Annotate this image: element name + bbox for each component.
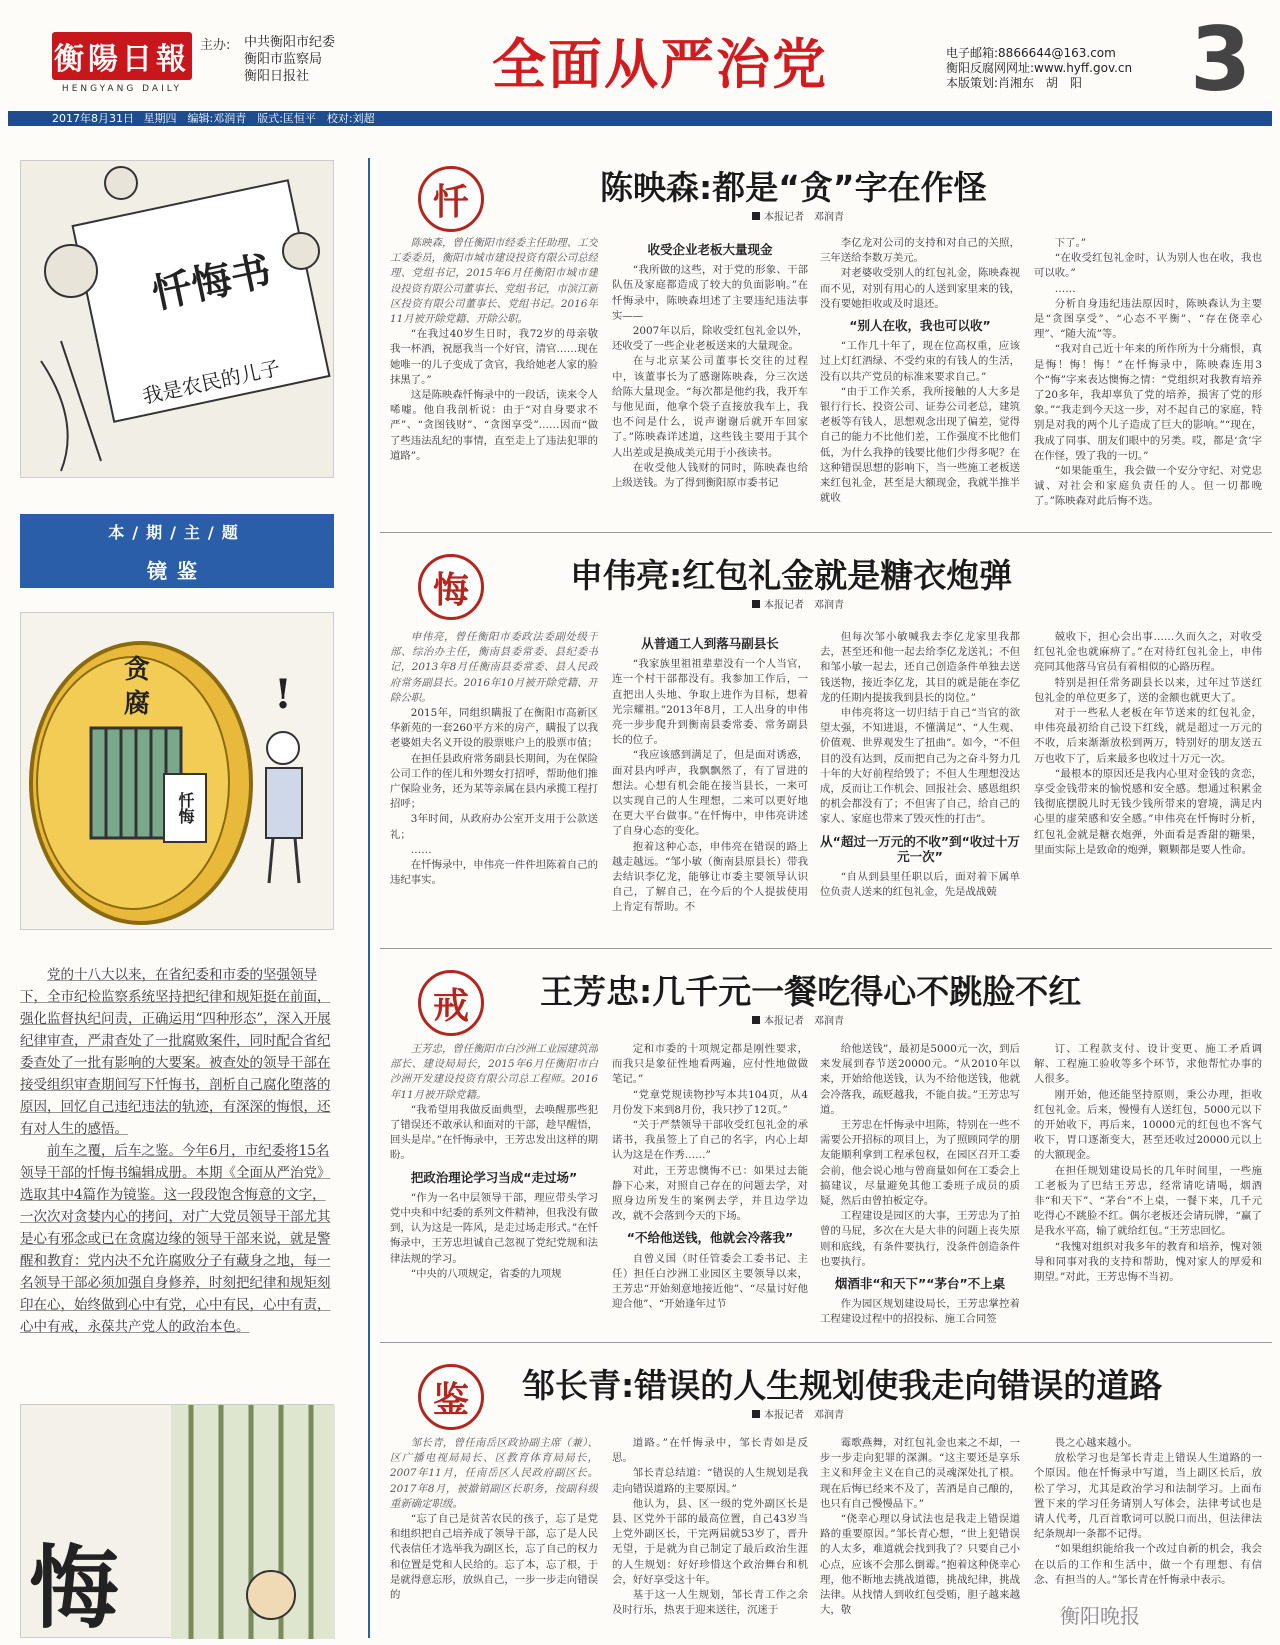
article-paragraph: 对于一些私人老板在年节送来的红包礼金，申伟亮最初给自己设下红线，就是超过一万元的不收，后来渐渐放松到两万，特别好的朋友送五万也收下了，后来最多也收过十万元一次。 xyxy=(1034,707,1262,765)
article-bio: 王芳忠，曾任衡阳市白沙洲工业园建筑部部长、建设局局长，2015年6月任衡阳市白沙洲开发建设投资有限公司总工程师。2016年11月被开除党籍。 xyxy=(390,1043,598,1101)
article-separator xyxy=(380,948,1272,949)
article-paragraph: “我希望用我做反面典型，去唤醒那些犯了错误还不敢承认和面对的干部，趁早醒悟，回头是岸。”在忏悔录中，王芳忠发出这样的期盼。 xyxy=(390,1103,598,1162)
article-paragraph: 在担任县政府常务副县长期间，为在保险公司工作的侄儿和外甥女打招呼，帮助他们推广保险业务，还为某等亲属在县内承揽工程打招呼； xyxy=(390,752,598,811)
article-paragraph: 道路。”在忏悔录中，邹长青如是反思。 xyxy=(612,1437,808,1465)
article-bio: 申伟亮，曾任衡阳市委政法委副处级干部、综治办主任，衡南县委常委、县纪委书记，2013年8月任衡南县委常委、县人民政府常务副县长。2016年10月被开除党籍、开除公职。 xyxy=(390,631,598,704)
article-separator xyxy=(380,1342,1272,1343)
sponsor-item: 中共衡阳市纪委 xyxy=(244,35,336,50)
page-number: 3 xyxy=(1190,8,1252,111)
article-paragraph: 刚开始，他还能坚持原则，秉公办理，拒收红包礼金。后来，慢慢有人送红包，5000元以下的开始收下，再后来，10000元的红包也不客气收下，胃口逐渐变大，甚至还收过20000元以上的大额现金。 xyxy=(1034,1088,1262,1162)
article-paragraph: 霉歌燕舞，对红包礼金也来之不却，一步一步走向犯罪的深渊。“这主要还是享乐主义和拜金主义在自己的灵魂深处扎了根。现在后悔已经来不及了，苦酒是自己酿的，也只有自己慢慢品下。” xyxy=(820,1437,1020,1510)
article-paragraph: 工程建设是园区的大事，王芳忠为了拍曾的马屁，多次在大是大非的问题上丧失原则和底线，有条件要执行，没条件创造条件也要执行。 xyxy=(820,1210,1020,1268)
article-paragraph: “党章党规读物抄写本共104页，从4月份发下来到8月份，我只抄了12页。” xyxy=(612,1088,808,1116)
byline-square-icon xyxy=(752,1016,760,1024)
article-paragraph: 订、工程款支付、设计变更、施工矛盾调解、工程施工验收等多个环节，求他帮忙办事的人很多。 xyxy=(1034,1043,1262,1086)
article-column xyxy=(390,1042,598,1338)
article-column xyxy=(612,1042,808,1338)
cartoon-confession-illustration xyxy=(21,161,335,479)
article-paragraph: 定和市委的十项规定都是刚性要求，而我只是象征性地看两遍，应付性地做做笔记。” xyxy=(612,1043,808,1086)
article-paragraph: 作为园区规划建设局长，王芳忠掌控着工程建设过程中的招投标、施工合同签 xyxy=(820,1298,1020,1326)
article-paragraph: “最根本的原因还是我内心里对金钱的贪恋，享受金钱带来的愉悦感和安全感。想通过积累金钱彻底摆脱儿时无钱少钱所带来的窘境，满足内心里的虚荣感和安全感。”申伟亮在忏悔时分析，红包礼金就是糖衣炮弹，外面看是香甜的糖果，里面实际上是致命的炮弹，颗颗都是要人性命。 xyxy=(1034,767,1262,856)
article-byline xyxy=(752,1012,844,1027)
article-paragraph: 3年时间，从政府办公室开支用于公款送礼； xyxy=(390,813,598,841)
article-column xyxy=(1034,630,1262,928)
article-seal-icon: 戒 xyxy=(418,970,484,1036)
article-paragraph: “关于严禁领导干部收受红包礼金的承诺书，我虽签上了自己的名字，内心上却认为这是在作秀……” xyxy=(612,1119,808,1162)
column-divider xyxy=(368,158,370,1638)
sponsor-list xyxy=(244,34,335,85)
article-column xyxy=(820,1436,1020,1634)
article-paragraph: 李亿龙对公司的支持和对自己的关照，三年送给李数万美元。 xyxy=(820,237,1020,265)
byline-text: 本报记者 邓润青 xyxy=(764,1410,844,1421)
article-column xyxy=(612,1436,808,1634)
article-paragraph: …… xyxy=(410,843,432,856)
article-byline xyxy=(752,596,844,611)
article-paragraph: 2007年以后，除收受红包礼金以外，还收受了一些企业老板送来的大量现金。 xyxy=(612,325,808,353)
article-paragraph: 分析自身违纪违法原因时，陈映森认为主要是“贪图享受”、“心态不平衡”、“存在侥幸心理”、“随大流”等。 xyxy=(1034,297,1262,341)
article-paragraph: 放松学习也是邹长青走上错误人生道路的一个原因。他在忏悔录中写道，当上副区长后，放松了学习，尤其是政治学习和法制学习。上面布置下来的学习任务请别人写体会，法律考试也是请人代考，几百首歌词可以脱口而出，但法律法纪条规却一条都不记得。 xyxy=(1034,1452,1262,1541)
byline-square-icon xyxy=(752,212,760,220)
article-paragraph: 抱着这种心态，申伟亮在错误的路上越走越远。“邹小敏（衡南县原县长）带我去结识李亿龙，能够让市委主要领导认识自己，了解自己，在今后的个人提拔使用上肯定有帮助。不 xyxy=(612,840,808,914)
article-paragraph: “由于工作关系，我所接触的人大多是银行行长、投资公司、证券公司老总，建筑老板等有钱人，思想观念出现了偏差，觉得自己的能力不比他们差，工作强度不比他们低，为什么我挣的钱要比他们少得多呢？在这种错误思想的影响下，当一些施工老板送来红包礼金，甚至是大额现金，我就半推半就收 xyxy=(820,385,1020,505)
byline-square-icon xyxy=(752,600,760,608)
article-subheading: 收受企业老板大量现金 xyxy=(647,242,773,257)
contact-website: 衡阳反腐网网址:www.hyff.gov.cn xyxy=(946,61,1133,75)
intro-paragraph: 党的十八大以来，在省纪委和市委的坚强领导下，全市纪检监察系统坚持把纪律和规矩挺在前面，强化监督执纪问责，正确运用“四种形态”，深入开展纪律审查，严肃查处了一批腐败案件，同时配合省纪委查处了一批有影响的大要案。被查处的领导干部在接受组织审查期间写下忏悔书，剖析自己腐化堕落的原因，回忆自己违纪违法的轨迹，有深深的悔恨，还有对人生的感悟。 xyxy=(20,967,331,1137)
cartoon-coin-illustration xyxy=(21,613,335,931)
contact-planner: 本版策划:肖湘东 胡 阳 xyxy=(946,76,1083,90)
article-paragraph: 2015年，同组织瞒报了在衡阳市高新区华新苑的一套260平方米的房产，瞒报了以我老婆姐夫名义开设的股票账户上的股票市值； xyxy=(390,707,598,750)
article-byline xyxy=(752,1406,844,1421)
article-paragraph: 对此，王芳忠懊悔不已：如果过去能静下心来，对照自己存在的问题去学，对照身边所发生的案例去学，并且边学边改，就不会落到今天的下场。 xyxy=(612,1164,808,1223)
masthead xyxy=(0,0,1280,128)
article-column xyxy=(820,236,1020,518)
article-paragraph: “我应该感到满足了，但是面对诱惑，面对县内呼声，我飘飘然了，有了冒进的想法。心想有机会能在接当县长，一来可以实现自己的人生理想，二来可以更好地在更大平台做事。”在忏悔中，申伟亮讲述了自身心态的变化。 xyxy=(612,749,808,838)
article-paragraph: 在收受他人钱财的同时，陈映森也给上级送钱。为了得到衡阳原市委书记 xyxy=(612,461,808,490)
article-title: 王芳忠:几千元一餐吃得心不跳脸不红 xyxy=(540,972,1082,1011)
byline-text: 本报记者 邓润青 xyxy=(764,600,844,611)
article-paragraph: 王芳忠在忏悔录中坦陈，特别在一些不需要公开招标的项目上，为了照顾同学的朋友能顺利拿到工程承包权，在园区召开工委会前，他会说心地与曾商量如何在工委会上搞建议，尽量避免其他工委班子成员的质疑，然后由曾拍板定夺。 xyxy=(820,1119,1020,1208)
sponsor-item: 衡阳市监察局 xyxy=(244,52,323,67)
article-paragraph: 在忏悔录中，申伟亮一件件坦陈着自己的违纪事实。 xyxy=(390,859,598,887)
article-paragraph: …… xyxy=(1054,282,1076,295)
article-paragraph: “如果能重生，我会做一个安分守纪、对党忠诚、对社会和家庭负责任的人。但一切都晚了。”陈映森对此后悔不迭。 xyxy=(1034,465,1262,508)
cartoon-coin-paper: 忏悔 xyxy=(163,773,207,843)
article-column xyxy=(1034,236,1262,518)
article-title: 申伟亮:红包礼金就是糖衣炮弹 xyxy=(570,556,1013,595)
article-paragraph: “作为一名中层领导干部，理应带头学习党中央和中纪委的系列文件精神，但我没有做到，认为这是一阵风，是走过场走形式。”在忏悔录中，王芳忠坦诚自己忽视了党纪党规和法律法规的学习。 xyxy=(390,1191,598,1265)
article-bio: 邹长青，曾任南岳区政协副主席（兼）、区广播电视局局长、区教育体育局局长，2007年11月，任南岳区人民政府副区长。2017年8月，被撤销副区长职务，按副科级重新确定职级。 xyxy=(390,1437,598,1510)
article-column xyxy=(612,236,808,518)
article-separator xyxy=(380,532,1272,533)
article-paragraph: 在担任规划建设局长的几年时间里，一些施工老板为了巴结王芳忠，经常请吃请喝，烟酒非“和天下”、“茅台”不上桌，一餐下来，几千元吃得心不跳脸不红。偶尔老板还会请玩牌，“赢了是我水平高，输了就给红包。”王芳忠回忆。 xyxy=(1034,1164,1262,1238)
sponsor-item: 衡阳日报社 xyxy=(244,69,310,84)
sponsor-label: 主办: xyxy=(200,38,231,53)
article-subheading: 从普通工人到落马副县长 xyxy=(641,636,779,651)
article-subheading: 烟酒非“和天下”“茅台”不上桌 xyxy=(834,1276,1006,1292)
article-paragraph: 畏之心越来越小。 xyxy=(1054,1437,1138,1449)
contact-email: 电子邮箱:8866644@163.com xyxy=(946,46,1116,60)
article-paragraph: “工作几十年了，现在位高权重，应该过上灯红酒绿、不受约束的有钱人的生活，没有以共产党员的标准来要求自己。” xyxy=(820,340,1020,383)
article-paragraph: 特别是担任常务副县长以来，过年过节送红包礼金的单位更多了，送的金额也就更大了。 xyxy=(1034,676,1262,704)
cartoon-coin-text: 贪腐 xyxy=(123,655,150,719)
article-subheading: 从“超过一万元的不收”到“收过十万元一次” xyxy=(820,833,1020,864)
article-column xyxy=(390,1436,598,1634)
newspaper-logo: 衡陽日報 xyxy=(52,32,192,80)
issue-theme-name: 镜鉴 xyxy=(147,559,207,583)
article-paragraph: “我对自己近十年来的所作所为十分痛恨，真是悔！悔！悔！”在忏悔录中，陈映森连用3个“悔”字来表达懊悔之情：“党组织对我教育培养了20多年，我却辜负了党的培养，损害了党的形象。”“我走到今天这一步，对不起自己的家庭，特别是对我的两个儿子造成了巨大的影响。”“现在，我成了同事、朋友们眼中的另类。哎，都是‘贪’字在作怪，毁了我的一切。” xyxy=(1034,343,1262,462)
article-subheading: “不给他送钱，他就会冷落我” xyxy=(626,1230,794,1246)
article-byline xyxy=(752,208,844,223)
contact-info xyxy=(946,46,1132,91)
article-paragraph: 自曾义国（时任管委会工委书记、主任）担任白沙洲工业园区主要领导以来，王芳忠“开始刻意地接近他”、“尽量讨好他迎合他”、“开始逢年过节 xyxy=(612,1252,808,1311)
article-column xyxy=(1034,1042,1262,1338)
article-column xyxy=(820,1042,1020,1338)
article-paragraph: “我愧对组织对我多年的教育和培养，愧对领导和同事对我的支持和帮助，愧对家人的厚爱和期望。”对此，王芳忠悔不当初。 xyxy=(1034,1240,1262,1284)
article-subheading: “别人在收，我也可以收” xyxy=(849,318,991,334)
article-paragraph: “忘了自己是贫苦农民的孩子，忘了是党和组织把自己培养成了领导干部，忘了是人民代表信任才选举我为副区长，忘了自己的权力和位置是党和人民给的。忘了本，忘了根，于是就得意忘形，放纵自己，一步一步走向错误的 xyxy=(390,1513,598,1602)
article-paragraph: 在与北京某公司董事长交往的过程中，该董事长为了感谢陈映森，分三次送给陈大量现金。“每次都是他约我，我开车与他见面，他拿个袋子直接放我车上，我也不问是什么，说声谢谢后就开车回家了。”陈映森详述道，这些钱主要用于其个人出差或是换成美元用于小孩读书。 xyxy=(612,355,808,459)
byline-text: 本报记者 邓润青 xyxy=(764,212,844,223)
intro-paragraph: 前车之覆，后车之鉴。今年6月，市纪委将15名领导干部的忏悔书编辑成册。本期《全面从严治党》选取其中4篇作为镜鉴。这一段段饱含悔意的文字，一次次对贪婪内心的拷问，对广大党员领导干部尤其是心有邪念或已在贪腐边缘的领导干部来说，就是警醒和教育：党内决不允许腐败分子有藏身之地，每一名领导干部必须加强自身修养，时刻把纪律和规矩刻印在心，始终做到心中有党，心中有民，心中有责，心中有戒，永葆共产党人的政治本色。 xyxy=(20,1143,331,1335)
article-paragraph: “如果组织能给我一个改过自新的机会，我会在以后的工作和生活中，做一个有理想、有信念、有担当的人。”邹长青在忏悔录中表示。 xyxy=(1034,1543,1262,1586)
cartoon-coin-image xyxy=(20,612,334,930)
article-paragraph: 基于这一人生规划，邹长青工作之余及时行乐，热衷于迎来送往，沉迷于 xyxy=(612,1589,808,1617)
article-paragraph: 下了。” xyxy=(1054,237,1087,249)
article-paragraph: 兢收下，担心会出事……久而久之，对收受红包礼金也就麻痹了。”在对待红包礼金上，申伟亮同其他落马官员有着相似的心路历程。 xyxy=(1034,631,1262,674)
article-paragraph: 给他送钱”，最初是5000元一次，到后来发展到春节送20000元。“从2010年以来，开始给他送钱，认为不给他送钱，他就会冷落我，疏贬越我，不能自拔。”王芳忠写道。 xyxy=(820,1043,1020,1116)
article-paragraph: 邹长青总结道：“错误的人生规划是我走向错误道路的主要原因。” xyxy=(612,1467,808,1495)
article-column xyxy=(390,630,598,928)
article-paragraph: “自从到县里任职以后，面对着下属单位负责人送来的红包礼金，先是战战兢 xyxy=(820,871,1020,899)
watermark: 衡阳晚报 xyxy=(1060,1604,1140,1628)
section-title: 全面从严治党 xyxy=(492,33,828,96)
cartoon-confession-image xyxy=(20,160,334,478)
article-paragraph: “中央的八项规定，省委的九项规 xyxy=(410,1267,562,1280)
issue-introduction xyxy=(20,964,334,1338)
article-title: 邹长青:错误的人生规划使我走向错误的道路 xyxy=(522,1366,1163,1405)
article-column xyxy=(390,236,598,518)
article-subheading: 把政治理论学习当成“走过场” xyxy=(410,1169,578,1185)
byline-square-icon xyxy=(752,1410,760,1418)
article-paragraph: “在我过40岁生日时，我72岁的母亲敬我一杯酒，祝愿我当一个好官，清官……现在她唯一的儿子变成了贪官，我给她老人家的脸抹黑了。” xyxy=(390,328,598,386)
article-paragraph: 但每次邹小敏喊我去李亿龙家里我都去，甚至还和他一起去给李亿龙送礼；不但和邹小敏一起去，还自己创造条件单独去送钱送物，接近李亿龙，其目的就是能在李亿龙的任期内提拔我到县长的岗位。” xyxy=(820,631,1020,704)
article-paragraph: 他认为，县、区一级的党外副区长是县、区党外干部的最高位置，自己43岁当上党外副区长，干完两届就53岁了，晋升无望，于是就为自己制定了最后政治生涯的人生规划：好好珍惜这个政治舞台和机会，好好享受这十年。 xyxy=(612,1497,808,1586)
article-column xyxy=(820,630,1020,928)
cartoon-confession-caption: 我是农民的儿子 xyxy=(140,355,283,409)
date-bar: 2017年8月31日 星期四 编辑:邓润青 版式:匡恒平 校对:刘超 xyxy=(8,111,1272,126)
article-seal-icon: 鉴 xyxy=(418,1364,484,1430)
issue-theme-label: 本/期/主/题 xyxy=(108,523,246,542)
svg-text:!: ! xyxy=(274,671,292,718)
article-paragraph: “在收受红包礼金时，认为别人也在收，我也可以收。” xyxy=(1034,252,1262,280)
article-paragraph: “我所做的这些，对于党的形象、干部队伍及家庭都造成了较大的负面影响。”在忏悔录中，陈映森坦述了主要违纪违法事实—— xyxy=(612,264,808,322)
article-paragraph: “我家族里祖祖辈辈没有一个人当官，连一个村干部都没有。我参加工作后，一直把出人头地、争取上进作为目标，想着光宗耀祖。”2013年8月，工人出身的申伟亮一步步爬升到衡南县委常委、常务副县长的位子。 xyxy=(612,658,808,747)
article-column xyxy=(612,630,808,928)
byline-text: 本报记者 邓润青 xyxy=(764,1016,844,1027)
article-seal-icon: 忏 xyxy=(418,166,484,232)
article-bio: 陈映森，曾任衡阳市经委主任助理、工交工委委员，衡阳市城市建设投资有限公司总经理、党组书记，2015年6月任衡阳市城市建设投资有限公司董事长、党组书记，市滨江新区投资有限公司董事长、党组书记。2016年11月被开除党籍、开除公职。 xyxy=(390,237,598,326)
article-paragraph: 这是陈映森忏悔录中的一段话，读来令人唏嘘。他自我剖析说：由于“对自身要求不严”、“贪图钱财”、“贪图享受”……因而“做了些违法乱纪的事情，直至走上了违法犯罪的道路”。 xyxy=(390,389,598,462)
cartoon-confession-text: 忏悔书 xyxy=(148,246,276,318)
article-paragraph: “侥幸心理以身试法也是我走上错误道路的重要原因。”邹长青心想，“世上犯错误的人太多，难道就会找到我了？只要自己小心点，应该不会那么倒霉。”抱着这种侥幸心理，他不断地去挑战道德，挑战纪律，挑战法律。从找情人到收红包受贿，胆子越来越大，敬 xyxy=(820,1513,1020,1617)
cartoon-regret-image xyxy=(20,1404,334,1641)
cartoon-regret-text: 悔 xyxy=(29,1535,119,1641)
article-seal-icon: 悔 xyxy=(418,554,484,620)
article-title: 陈映森:都是“贪”字在作怪 xyxy=(600,168,987,207)
article-paragraph: 申伟亮将这一切归结于自己“当官的欲望太强，不知进退，不懂满足”、“人生观、价值观、世界观发生了扭曲”。如今，“不但目的没有达到，反而把自己为之奋斗努力几十年的大好前程给毁了；不但人生理想没达成，反而让工作机会、回报社会、感恩组织的机会都没有了；不但害了自己，给自己的家人、家庭也带来了毁灭性的打击”。 xyxy=(820,707,1020,826)
newspaper-logo-subtitle: HENGYANG DAILY xyxy=(61,84,183,94)
article-paragraph: 对老婆收受别人的红包礼金，陈映森视而不见，对别有用心的人送到家里来的钱，没有要她拒收或及时退还。 xyxy=(820,267,1020,310)
issue-theme-box xyxy=(20,514,334,588)
